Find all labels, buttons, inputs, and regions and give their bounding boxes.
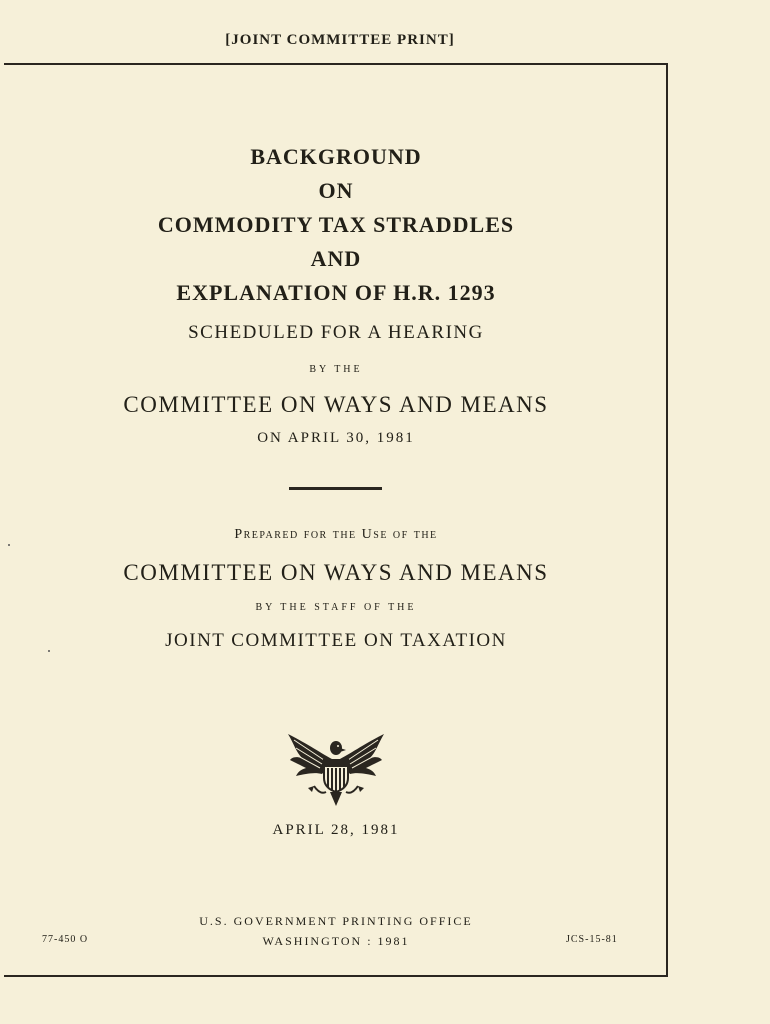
title-line-3: COMMODITY TAX STRADDLES [157,212,515,237]
publication-date-line: APRIL 28, 1981 [272,822,400,838]
title-line-1: BACKGROUND [250,144,422,169]
hearing-date-line: ON APRIL 30, 1981 [257,430,415,446]
great-seal-eagle-icon [284,730,388,810]
joint-committee-taxation-line: JOINT COMMITTEE ON TAXATION [165,630,507,651]
title-line-4: AND [310,246,362,271]
hearing-committee-line: COMMITTEE ON WAYS AND MEANS [123,392,549,417]
print-code-left: 77-450 O [42,934,89,945]
prepared-for-line: Prepared for the Use of the [234,527,438,542]
paper-speck [8,544,10,546]
scheduled-hearing-line: SCHEDULED FOR A HEARING [188,322,484,343]
by-the-line: BY THE [309,364,363,375]
joint-committee-print-label: [JOINT COMMITTEE PRINT] [225,32,455,48]
paper-speck [48,650,50,652]
document-code-right: JCS-15-81 [566,934,618,945]
washington-year-line: WASHINGTON : 1981 [262,934,410,948]
title-line-2: ON [318,178,354,203]
prepared-committee-line: COMMITTEE ON WAYS AND MEANS [123,560,549,585]
printing-office-line: U.S. GOVERNMENT PRINTING OFFICE [199,914,473,928]
section-divider-rule [289,487,382,490]
by-staff-line: BY THE STAFF OF THE [255,602,417,613]
title-line-5: EXPLANATION OF H.R. 1293 [176,280,496,305]
